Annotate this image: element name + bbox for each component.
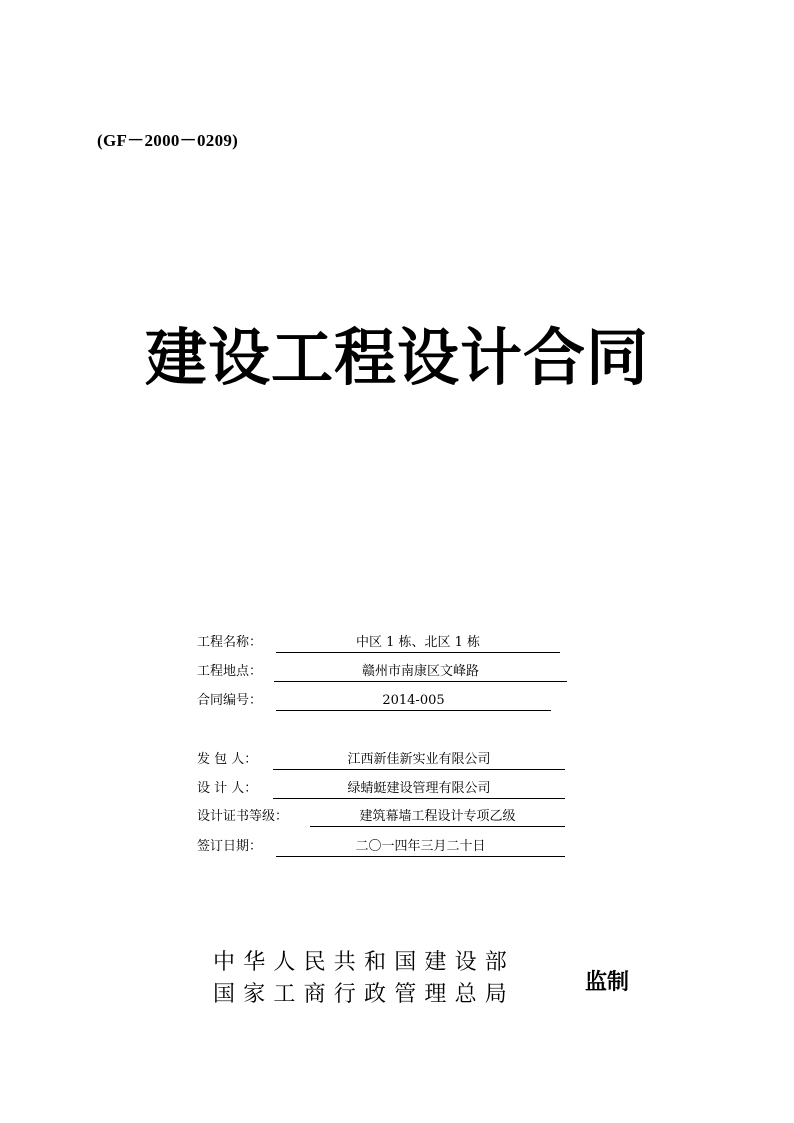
document-title: 建设工程设计合同	[144, 321, 649, 394]
field-certificate-grade	[197, 806, 565, 828]
field-contract-number	[197, 690, 553, 712]
field-label: 签订日期：	[197, 839, 263, 854]
field-label: 工程地点：	[197, 664, 263, 679]
issuer-line-1: 中华人民共和国建设部	[213, 950, 516, 975]
field-signing-date	[197, 836, 565, 858]
field-label: 合同编号：	[197, 693, 263, 708]
field-value: 江西新佳新实业有限公司	[273, 749, 565, 770]
field-label: 设计证书等级：	[197, 809, 289, 824]
field-value: 中区 1 栋、北区 1 栋	[276, 632, 560, 653]
supervise-label: 监制	[585, 970, 630, 995]
field-value: 绿蜻蜓建设管理有限公司	[273, 778, 565, 799]
field-value: 二〇一四年三月二十日	[276, 836, 565, 857]
field-designer	[197, 778, 565, 800]
field-label: 工程名称：	[197, 635, 263, 650]
field-value: 2014-005	[276, 690, 551, 711]
field-employer	[197, 749, 565, 771]
field-value: 赣州市南康区文峰路	[274, 661, 567, 682]
field-label: 设 计 人：	[197, 781, 258, 796]
field-value: 建筑幕墙工程设计专项乙级	[310, 806, 565, 827]
issuer-line-2: 国家工商行政管理总局	[213, 982, 516, 1007]
field-project-name	[197, 632, 567, 654]
contract-code: (GF－2000－0209)	[97, 131, 239, 150]
field-label: 发 包 人：	[197, 752, 258, 767]
field-project-location	[197, 661, 569, 683]
